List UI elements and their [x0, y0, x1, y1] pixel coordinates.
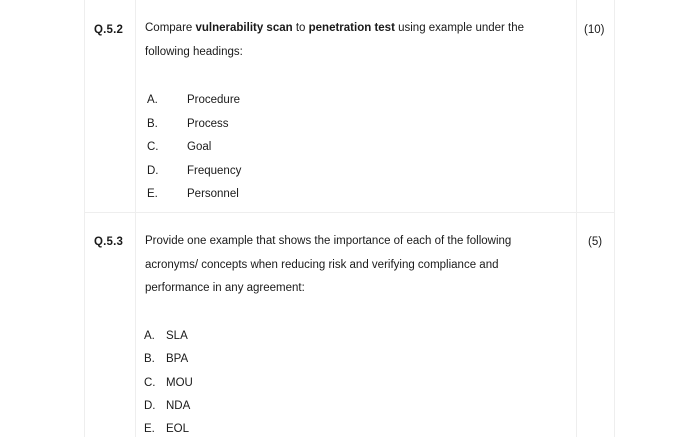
option-label-personnel: Personnel [187, 188, 239, 200]
question-line-1: Compare vulnerability scan to penetration test using example under the [145, 22, 525, 34]
table-border-col2 [576, 0, 577, 437]
table-border-left [84, 0, 85, 437]
option-label-frequency: Frequency [187, 165, 242, 177]
question-line-2: following headings: [145, 45, 243, 58]
option-letter-b: B. [147, 118, 158, 130]
option-label: EOL [166, 423, 190, 435]
option-letter-a: A. [147, 94, 158, 106]
option-label-goal: Goal [187, 141, 212, 153]
option-sla [144, 330, 188, 342]
option-label: BPA [166, 353, 189, 365]
question-line-2: acronyms/ concepts when reducing risk and verifying compliance and [145, 258, 499, 271]
option-nda [144, 400, 190, 412]
question-line-3: performance in any agreement: [145, 282, 305, 294]
question-number-5-3: Q.5.3 [94, 236, 124, 248]
option-letter-d: D. [144, 400, 156, 412]
option-eol [144, 423, 189, 435]
table-border-right [614, 0, 615, 437]
option-bpa [144, 353, 188, 365]
option-letter-e: E. [144, 423, 155, 435]
option-letter-b: B. [144, 353, 155, 365]
question-line-1: Provide one example that shows the importance of each of the following [145, 235, 512, 247]
question-text-5-2 [145, 17, 565, 64]
question-marks-5-2: (10) [584, 24, 605, 36]
option-label-procedure: Procedure [187, 94, 241, 106]
option-letter-a: A. [144, 330, 155, 342]
question-number-5-2: Q.5.2 [94, 24, 124, 36]
option-label-process: Process [187, 118, 229, 130]
question-text-5-3 [145, 230, 565, 301]
question-marks-5-3: (5) [588, 236, 603, 248]
option-label: SLA [166, 330, 188, 342]
option-letter-c: C. [144, 377, 156, 389]
table-border-col1 [135, 0, 136, 437]
option-letter-c: C. [147, 141, 159, 153]
option-letter-d: D. [147, 165, 159, 177]
table-row-divider [84, 212, 614, 213]
option-label: NDA [166, 400, 191, 412]
option-mou [144, 377, 193, 389]
option-label: MOU [166, 377, 193, 389]
option-letter-e: E. [147, 188, 158, 200]
